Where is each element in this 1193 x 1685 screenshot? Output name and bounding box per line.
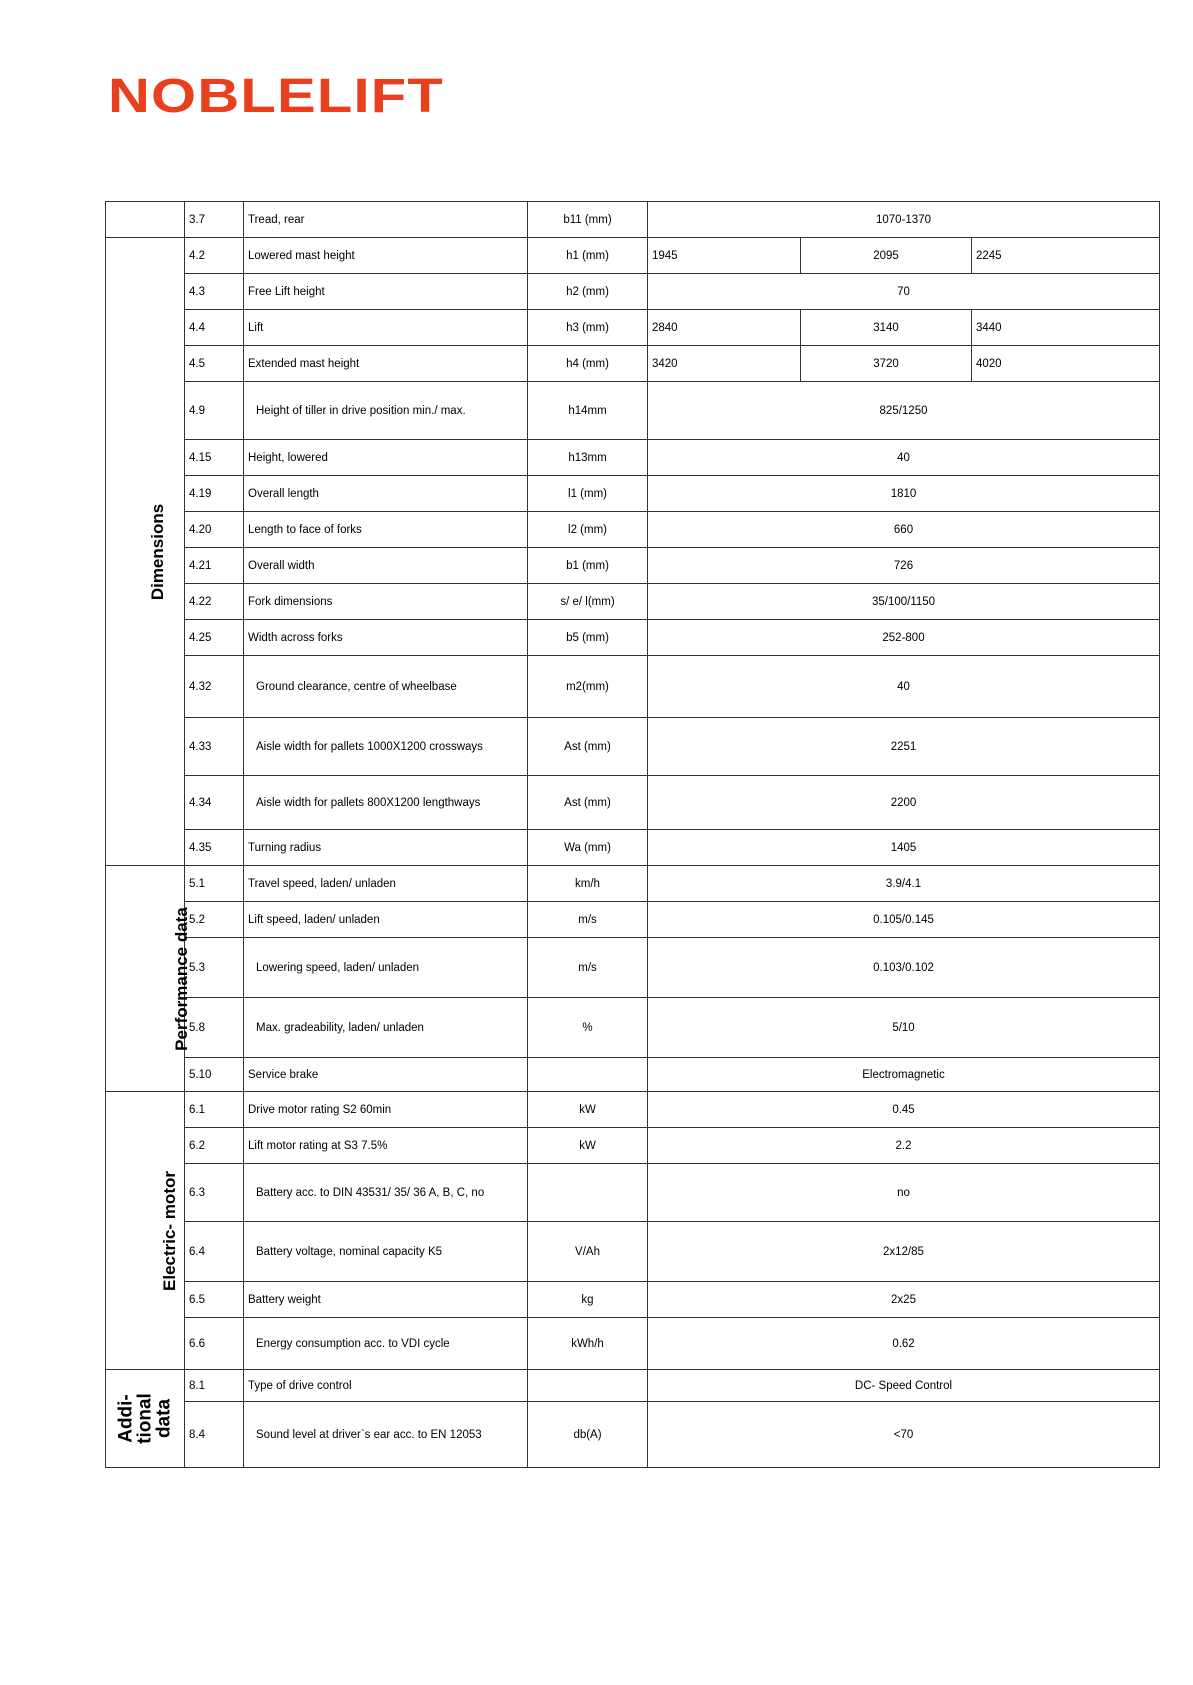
row-value-2: 3720 bbox=[801, 346, 972, 382]
row-unit: kg bbox=[528, 1282, 648, 1318]
row-description: Length to face of forks bbox=[244, 512, 528, 548]
row-unit: m/s bbox=[528, 902, 648, 938]
table-row bbox=[106, 938, 1160, 998]
row-description: Aisle width for pallets 1000X1200 crossways bbox=[244, 718, 528, 776]
row-unit: h13mm bbox=[528, 440, 648, 476]
row-value: 2x25 bbox=[648, 1282, 1160, 1318]
row-unit: l2 (mm) bbox=[528, 512, 648, 548]
table-row bbox=[106, 202, 1160, 238]
table-row bbox=[106, 238, 1160, 274]
row-value: 40 bbox=[648, 656, 1160, 718]
row-description: Width across forks bbox=[244, 620, 528, 656]
table-row bbox=[106, 1282, 1160, 1318]
row-value: no bbox=[648, 1164, 1160, 1222]
row-value: 2251 bbox=[648, 718, 1160, 776]
section-dimensions bbox=[106, 238, 185, 866]
table-row bbox=[106, 1128, 1160, 1164]
row-value: 0.105/0.145 bbox=[648, 902, 1160, 938]
table-row bbox=[106, 902, 1160, 938]
row-number: 6.6 bbox=[185, 1318, 244, 1370]
table-row bbox=[106, 1222, 1160, 1282]
section-additional-data bbox=[106, 1370, 185, 1468]
row-description: Battery acc. to DIN 43531/ 35/ 36 A, B, C, no bbox=[244, 1164, 528, 1222]
row-value: 252-800 bbox=[648, 620, 1160, 656]
table-row bbox=[106, 620, 1160, 656]
table-row bbox=[106, 1402, 1160, 1468]
row-description: Service brake bbox=[244, 1058, 528, 1092]
table-row bbox=[106, 1370, 1160, 1402]
row-unit: m2(mm) bbox=[528, 656, 648, 718]
row-number: 4.5 bbox=[185, 346, 244, 382]
row-value-3: 4020 bbox=[972, 346, 1160, 382]
row-value: 1405 bbox=[648, 830, 1160, 866]
row-unit: db(A) bbox=[528, 1402, 648, 1468]
row-number: 8.4 bbox=[185, 1402, 244, 1468]
row-unit: h4 (mm) bbox=[528, 346, 648, 382]
table-row bbox=[106, 512, 1160, 548]
row-unit: kW bbox=[528, 1128, 648, 1164]
row-description: Travel speed, laden/ unladen bbox=[244, 866, 528, 902]
row-number: 4.32 bbox=[185, 656, 244, 718]
row-description: Battery weight bbox=[244, 1282, 528, 1318]
row-value-2: 2095 bbox=[801, 238, 972, 274]
row-value-1: 3420 bbox=[648, 346, 801, 382]
row-value: 0.103/0.102 bbox=[648, 938, 1160, 998]
row-number: 3.7 bbox=[185, 202, 244, 238]
logo-text: NOBLELIFT bbox=[108, 70, 444, 120]
row-number: 5.8 bbox=[185, 998, 244, 1058]
table-row bbox=[106, 346, 1160, 382]
row-number: 6.3 bbox=[185, 1164, 244, 1222]
row-number: 8.1 bbox=[185, 1370, 244, 1402]
row-unit: km/h bbox=[528, 866, 648, 902]
noblelift-logo bbox=[108, 68, 448, 120]
section-label: Electric- motor bbox=[159, 1170, 179, 1291]
table-row bbox=[106, 310, 1160, 346]
row-unit: Ast (mm) bbox=[528, 718, 648, 776]
section-cell-empty bbox=[106, 202, 185, 238]
row-value: <70 bbox=[648, 1402, 1160, 1468]
row-number: 4.34 bbox=[185, 776, 244, 830]
row-unit: % bbox=[528, 998, 648, 1058]
row-value: 1810 bbox=[648, 476, 1160, 512]
table-row bbox=[106, 656, 1160, 718]
row-unit: h14mm bbox=[528, 382, 648, 440]
table-row bbox=[106, 1164, 1160, 1222]
logo-wordmark bbox=[108, 68, 448, 120]
row-unit: b5 (mm) bbox=[528, 620, 648, 656]
table-row bbox=[106, 718, 1160, 776]
section-label: Performance data bbox=[171, 906, 191, 1051]
row-unit bbox=[528, 1164, 648, 1222]
row-value-3: 2245 bbox=[972, 238, 1160, 274]
table-row bbox=[106, 1058, 1160, 1092]
table-row bbox=[106, 548, 1160, 584]
row-number: 5.2 bbox=[185, 902, 244, 938]
row-description: Overall length bbox=[244, 476, 528, 512]
row-number: 4.33 bbox=[185, 718, 244, 776]
row-number: 4.22 bbox=[185, 584, 244, 620]
row-description: Tread, rear bbox=[244, 202, 528, 238]
row-value: 0.45 bbox=[648, 1092, 1160, 1128]
row-value-3: 3440 bbox=[972, 310, 1160, 346]
row-value-1: 1945 bbox=[648, 238, 801, 274]
row-unit: b1 (mm) bbox=[528, 548, 648, 584]
row-number: 5.1 bbox=[185, 866, 244, 902]
row-description: Lift motor rating at S3 7.5% bbox=[244, 1128, 528, 1164]
row-value: Electromagnetic bbox=[648, 1058, 1160, 1092]
row-description: Free Lift height bbox=[244, 274, 528, 310]
row-unit bbox=[528, 1370, 648, 1402]
row-unit: V/Ah bbox=[528, 1222, 648, 1282]
table-row bbox=[106, 1318, 1160, 1370]
spec-table bbox=[105, 201, 1160, 1468]
row-value: 35/100/1150 bbox=[648, 584, 1160, 620]
row-value: 5/10 bbox=[648, 998, 1160, 1058]
row-value: 1070-1370 bbox=[648, 202, 1160, 238]
row-number: 6.5 bbox=[185, 1282, 244, 1318]
table-row bbox=[106, 584, 1160, 620]
row-value: 660 bbox=[648, 512, 1160, 548]
row-number: 4.9 bbox=[185, 382, 244, 440]
table-row bbox=[106, 776, 1160, 830]
row-number: 4.15 bbox=[185, 440, 244, 476]
row-unit: kW bbox=[528, 1092, 648, 1128]
row-description: Lowering speed, laden/ unladen bbox=[244, 938, 528, 998]
row-description: Type of drive control bbox=[244, 1370, 528, 1402]
section-electric-motor bbox=[106, 1092, 185, 1370]
table-row bbox=[106, 830, 1160, 866]
row-number: 4.3 bbox=[185, 274, 244, 310]
row-number: 4.25 bbox=[185, 620, 244, 656]
row-unit: Wa (mm) bbox=[528, 830, 648, 866]
row-number: 6.1 bbox=[185, 1092, 244, 1128]
table-row bbox=[106, 1092, 1160, 1128]
row-unit: b11 (mm) bbox=[528, 202, 648, 238]
row-description: Height, lowered bbox=[244, 440, 528, 476]
row-description: Sound level at driver`s ear acc. to EN 12053 bbox=[244, 1402, 528, 1468]
row-description: Drive motor rating S2 60min bbox=[244, 1092, 528, 1128]
row-unit: h1 (mm) bbox=[528, 238, 648, 274]
row-description: Aisle width for pallets 800X1200 lengthways bbox=[244, 776, 528, 830]
row-unit: h2 (mm) bbox=[528, 274, 648, 310]
row-value: 2x12/85 bbox=[648, 1222, 1160, 1282]
row-unit: Ast (mm) bbox=[528, 776, 648, 830]
row-value: 726 bbox=[648, 548, 1160, 584]
row-description: Lift speed, laden/ unladen bbox=[244, 902, 528, 938]
row-description: Battery voltage, nominal capacity K5 bbox=[244, 1222, 528, 1282]
row-number: 4.19 bbox=[185, 476, 244, 512]
row-number: 4.35 bbox=[185, 830, 244, 866]
row-value: 0.62 bbox=[648, 1318, 1160, 1370]
section-label: Addi- tional data bbox=[115, 1393, 175, 1444]
row-unit bbox=[528, 1058, 648, 1092]
row-number: 5.10 bbox=[185, 1058, 244, 1092]
row-value: 70 bbox=[648, 274, 1160, 310]
row-number: 6.4 bbox=[185, 1222, 244, 1282]
row-number: 6.2 bbox=[185, 1128, 244, 1164]
row-number: 4.20 bbox=[185, 512, 244, 548]
row-number: 4.2 bbox=[185, 238, 244, 274]
row-value: DC- Speed Control bbox=[648, 1370, 1160, 1402]
table-row bbox=[106, 998, 1160, 1058]
row-value: 2.2 bbox=[648, 1128, 1160, 1164]
row-unit: l1 (mm) bbox=[528, 476, 648, 512]
row-unit: h3 (mm) bbox=[528, 310, 648, 346]
row-number: 4.4 bbox=[185, 310, 244, 346]
row-number: 5.3 bbox=[185, 938, 244, 998]
section-performance bbox=[106, 866, 191, 1092]
row-description: Overall width bbox=[244, 548, 528, 584]
table-row bbox=[106, 440, 1160, 476]
row-value-2: 3140 bbox=[801, 310, 972, 346]
table-row bbox=[106, 382, 1160, 440]
row-description: Lift bbox=[244, 310, 528, 346]
row-unit: s/ e/ l(mm) bbox=[528, 584, 648, 620]
row-description: Height of tiller in drive position min./ max. bbox=[244, 382, 528, 440]
table-row bbox=[106, 274, 1160, 310]
row-description: Turning radius bbox=[244, 830, 528, 866]
row-description: Fork dimensions bbox=[244, 584, 528, 620]
row-description: Energy consumption acc. to VDI cycle bbox=[244, 1318, 528, 1370]
table-row bbox=[106, 866, 1160, 902]
section-label: Dimensions bbox=[148, 503, 168, 600]
row-unit: m/s bbox=[528, 938, 648, 998]
row-value: 40 bbox=[648, 440, 1160, 476]
row-description: Ground clearance, centre of wheelbase bbox=[244, 656, 528, 718]
row-value: 3.9/4.1 bbox=[648, 866, 1160, 902]
row-number: 4.21 bbox=[185, 548, 244, 584]
row-description: Max. gradeability, laden/ unladen bbox=[244, 998, 528, 1058]
row-description: Extended mast height bbox=[244, 346, 528, 382]
row-value: 2200 bbox=[648, 776, 1160, 830]
row-description: Lowered mast height bbox=[244, 238, 528, 274]
row-value-1: 2840 bbox=[648, 310, 801, 346]
row-unit: kWh/h bbox=[528, 1318, 648, 1370]
table-row bbox=[106, 476, 1160, 512]
row-value: 825/1250 bbox=[648, 382, 1160, 440]
